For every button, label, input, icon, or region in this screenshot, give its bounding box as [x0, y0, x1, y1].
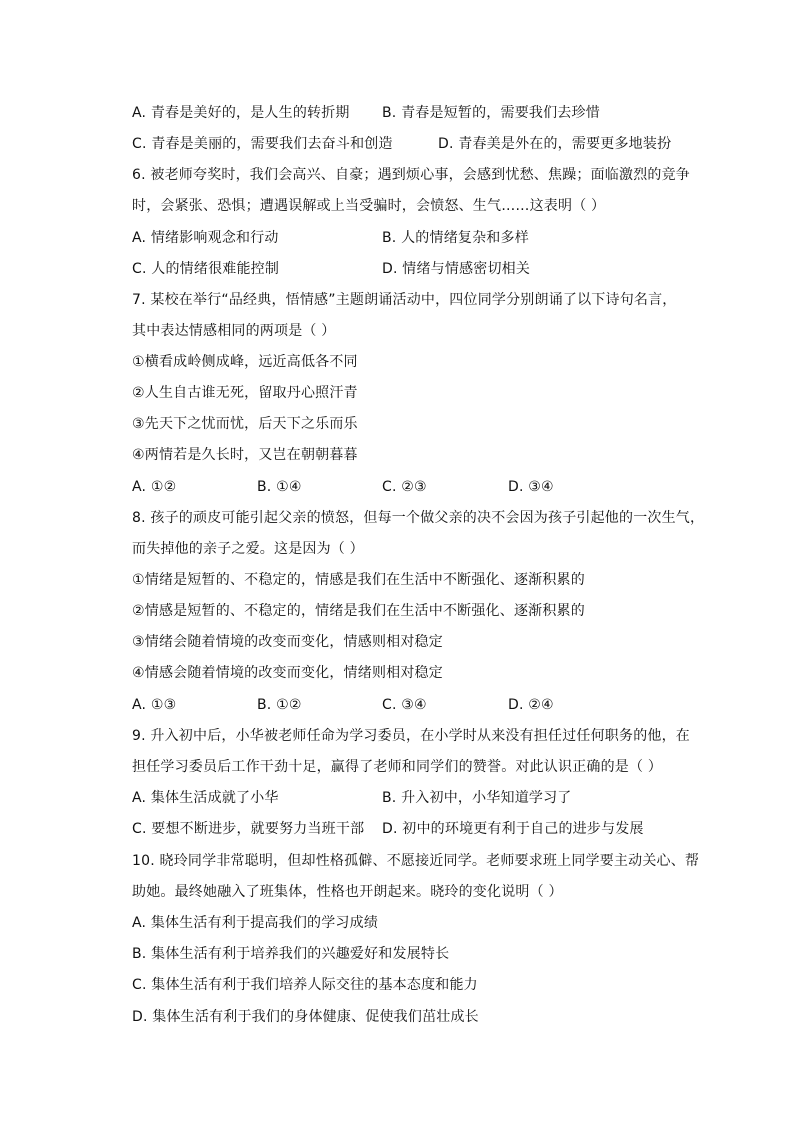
q8-statement-1: ①情绪是短暂的、不稳定的，情感是我们在生活中不断强化、逐渐积累的	[132, 572, 585, 588]
q7-option-d[interactable]: D. ③④	[508, 479, 554, 495]
q8-option-d[interactable]: D. ②④	[508, 697, 554, 713]
q5-option-a[interactable]: A. 青春是美好的，是人生的转折期	[132, 105, 350, 121]
q6-option-a[interactable]: A. 情绪影响观念和行动	[132, 230, 279, 246]
q8-option-b[interactable]: B. ①②	[257, 697, 302, 713]
q9-option-b[interactable]: B. 升入初中，小华知道学习了	[382, 790, 572, 806]
q7-statement-1: ①横看成岭侧成峰，远近高低各不同	[132, 354, 358, 370]
q9-stem-line1: 9. 升入初中后，小华被老师任命为学习委员，在小学时从来没有担任过任何职务的他，在	[132, 728, 691, 744]
q7-stem-line2: 其中表达情感相同的两项是（ ）	[132, 323, 336, 339]
q7-statement-2: ②人生自古谁无死，留取丹心照汗青	[132, 385, 358, 401]
q10-option-d[interactable]: D. 集体生活有利于我们的身体健康、促使我们茁壮成长	[132, 1009, 479, 1025]
q8-stem-line1: 8. 孩子的顽皮可能引起父亲的愤怒，但每一个做父亲的决不会因为孩子引起他的一次生气，	[132, 510, 705, 526]
q5-option-c[interactable]: C. 青春是美丽的，需要我们去奋斗和创造	[132, 136, 393, 152]
q8-statement-2: ②情感是短暂的、不稳定的，情绪是我们在生活中不断强化、逐渐积累的	[132, 603, 585, 619]
q8-statement-3: ③情绪会随着情境的改变而变化，情感则相对稳定	[132, 634, 443, 650]
q8-statement-4: ④情感会随着情境的改变而变化，情绪则相对稳定	[132, 665, 443, 681]
q8-option-c[interactable]: C. ③④	[382, 697, 427, 713]
q10-option-a[interactable]: A. 集体生活有利于提高我们的学习成绩	[132, 915, 379, 931]
q6-option-b[interactable]: B. 人的情绪复杂和多样	[382, 230, 529, 246]
q7-option-a[interactable]: A. ①②	[132, 479, 177, 495]
q10-stem-line2: 助她。最终她融入了班集体，性格也开朗起来。晓玲的变化说明（ ）	[132, 884, 563, 900]
q8-stem-line2: 而失掉他的亲子之爱。这是因为（ ）	[132, 541, 364, 557]
q10-option-b[interactable]: B. 集体生活有利于培养我们的兴趣爱好和发展特长	[132, 946, 450, 962]
q10-stem-line1: 10. 晓玲同学非常聪明，但却性格孤僻、不愿接近同学。老师要求班上同学要主动关心、帮	[132, 853, 700, 869]
q8-option-a[interactable]: A. ①③	[132, 697, 177, 713]
q5-option-d[interactable]: D. 青春美是外在的，需要更多地装扮	[438, 136, 672, 152]
q7-stem-line1: 7. 某校在举行“品经典，悟情感”主题朗诵活动中，四位同学分别朗诵了以下诗句名言，	[132, 292, 677, 308]
q6-option-c[interactable]: C. 人的情绪很难能控制	[132, 261, 280, 277]
q9-option-a[interactable]: A. 集体生活成就了小华	[132, 790, 279, 806]
q9-option-d[interactable]: D. 初中的环境更有利于自己的进步与发展	[382, 821, 644, 837]
q9-stem-line2: 担任学习委员后工作干劲十足，赢得了老师和同学们的赞誉。对此认识正确的是（ ）	[132, 759, 663, 775]
q6-option-d[interactable]: D. 情绪与情感密切相关	[382, 261, 531, 277]
q6-stem-line1: 6. 被老师夸奖时，我们会高兴、自豪；遇到烦心事，会感到忧愁、焦躁；面临激烈的竞争	[132, 167, 691, 183]
q10-option-c[interactable]: C. 集体生活有利于我们培养人际交往的基本态度和能力	[132, 977, 478, 993]
q7-statement-3: ③先天下之忧而忧，后天下之乐而乐	[132, 416, 358, 432]
q5-option-b[interactable]: B. 青春是短暂的，需要我们去珍惜	[382, 105, 600, 121]
q7-statement-4: ④两情若是久长时，又岂在朝朝暮暮	[132, 447, 358, 463]
q6-stem-line2: 时，会紧张、恐惧；遭遇误解或上当受骗时，会愤怒、生气……这表明（ ）	[132, 198, 606, 214]
q7-option-c[interactable]: C. ②③	[382, 479, 427, 495]
q9-option-c[interactable]: C. 要想不断进步，就要努力当班干部	[132, 821, 365, 837]
q7-option-b[interactable]: B. ①④	[257, 479, 302, 495]
